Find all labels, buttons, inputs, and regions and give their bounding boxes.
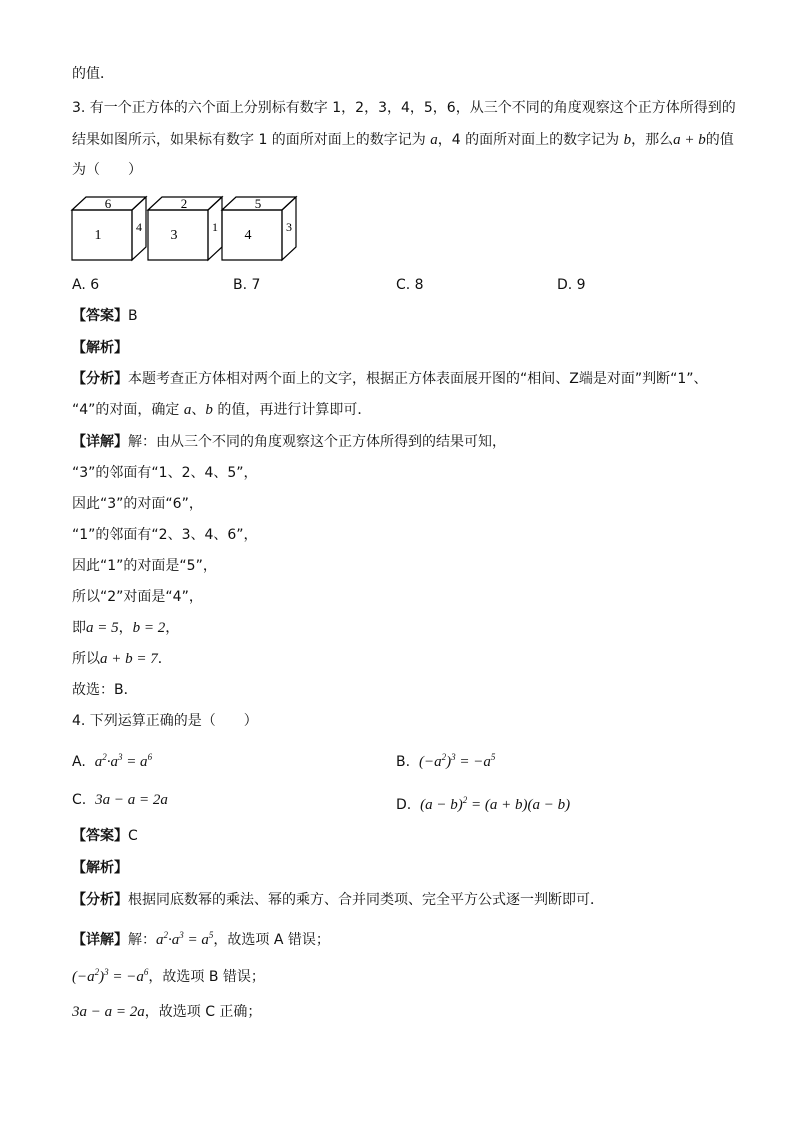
analysis-heading: 【解析】 <box>72 340 128 356</box>
q4-option-c: C. 3a − a = 2a <box>72 792 168 808</box>
cube-2-front: 3 <box>170 228 178 243</box>
detail-step-4: 因此“1”的对面是“5”， <box>72 558 217 574</box>
cube-figure <box>70 195 310 263</box>
cube-1-front: 1 <box>94 228 102 243</box>
cube-3 <box>222 196 296 260</box>
cube-1-side: 4 <box>136 220 142 234</box>
question-4: 4. 下列运算正确的是（ ） <box>72 713 258 729</box>
detail-step-7: 所以a + b = 7． <box>72 651 172 667</box>
analysis-line-2: “4”的对面，确定 a、b 的值，再进行计算即可． <box>72 402 372 418</box>
detail-2-line-3: 3a − a = 2a，故选项 C 正确； <box>72 1004 262 1020</box>
question-3-line-3: 为（ ） <box>72 162 142 178</box>
detail-2-line-2: $(-a^2)^3 = -a^6$，故选项 B 错误； <box>72 967 265 985</box>
detail-step-1: “3”的邻面有“1、2、4、5”， <box>72 465 258 481</box>
q4-option-d: D. $(a - b)^2 = (a + b)(a - b)$ <box>396 795 571 813</box>
cube-2 <box>148 196 222 260</box>
q3-option-a: A. 6 <box>72 277 100 293</box>
question-3-line-1: 3. 有一个正方体的六个面上分别标有数字 1，2，3，4，5，6，从三个不同的角度观察这个正方体所得到的 <box>72 100 736 116</box>
q3-option-c: C. 8 <box>396 277 424 293</box>
q3-option-b: B. 7 <box>233 277 261 293</box>
question-3-line-2: 结果如图所示，如果标有数字 1 的面所对面上的数字记为 a，4 的面所对面上的数字记为 b，那么a + b的值 <box>72 132 734 148</box>
q4-option-b: B. $(-a^2)^3 = -a^5$ <box>396 752 496 770</box>
detail-step-6: 即a = 5，b = 2， <box>72 620 180 636</box>
detail-step-2: 因此“3”的对面“6”， <box>72 496 203 512</box>
text-line: 的值． <box>72 66 114 82</box>
cube-2-top: 2 <box>180 196 188 211</box>
cube-2-side: 1 <box>212 220 218 234</box>
detail-step-3: “1”的邻面有“2、3、4、6”， <box>72 527 258 543</box>
detail-2-line-1: 【详解】解：$a^2\cdot a^3 = a^5$，故选项 A 错误； <box>72 930 330 948</box>
cube-3-side: 3 <box>286 220 292 234</box>
q3-option-d: D. 9 <box>557 277 586 293</box>
cube-3-front: 4 <box>244 228 252 243</box>
q4-option-a: A. $a^2\cdot a^3 = a^6$ <box>72 752 153 770</box>
analysis-2-heading: 【解析】 <box>72 860 128 876</box>
analysis-2-line-1: 【分析】根据同底数幂的乘法、幂的乘方、合并同类项、完全平方公式逐一判断即可． <box>72 892 604 908</box>
detail-line-1: 【详解】解：由从三个不同的角度观察这个正方体所得到的结果可知， <box>72 434 506 450</box>
detail-step-5: 所以“2”对面是“4”， <box>72 589 203 605</box>
detail-step-8: 故选：B． <box>72 682 138 698</box>
answer-line: 【答案】B <box>72 308 138 324</box>
cube-1 <box>72 196 146 260</box>
cube-3-top: 5 <box>254 196 262 211</box>
answer-2-line: 【答案】C <box>72 828 138 844</box>
analysis-line-1: 【分析】本题考查正方体相对两个面上的文字，根据正方体表面展开图的“相间、Z端是对面”判断“1”、 <box>72 371 708 387</box>
cube-1-top: 6 <box>104 196 112 211</box>
